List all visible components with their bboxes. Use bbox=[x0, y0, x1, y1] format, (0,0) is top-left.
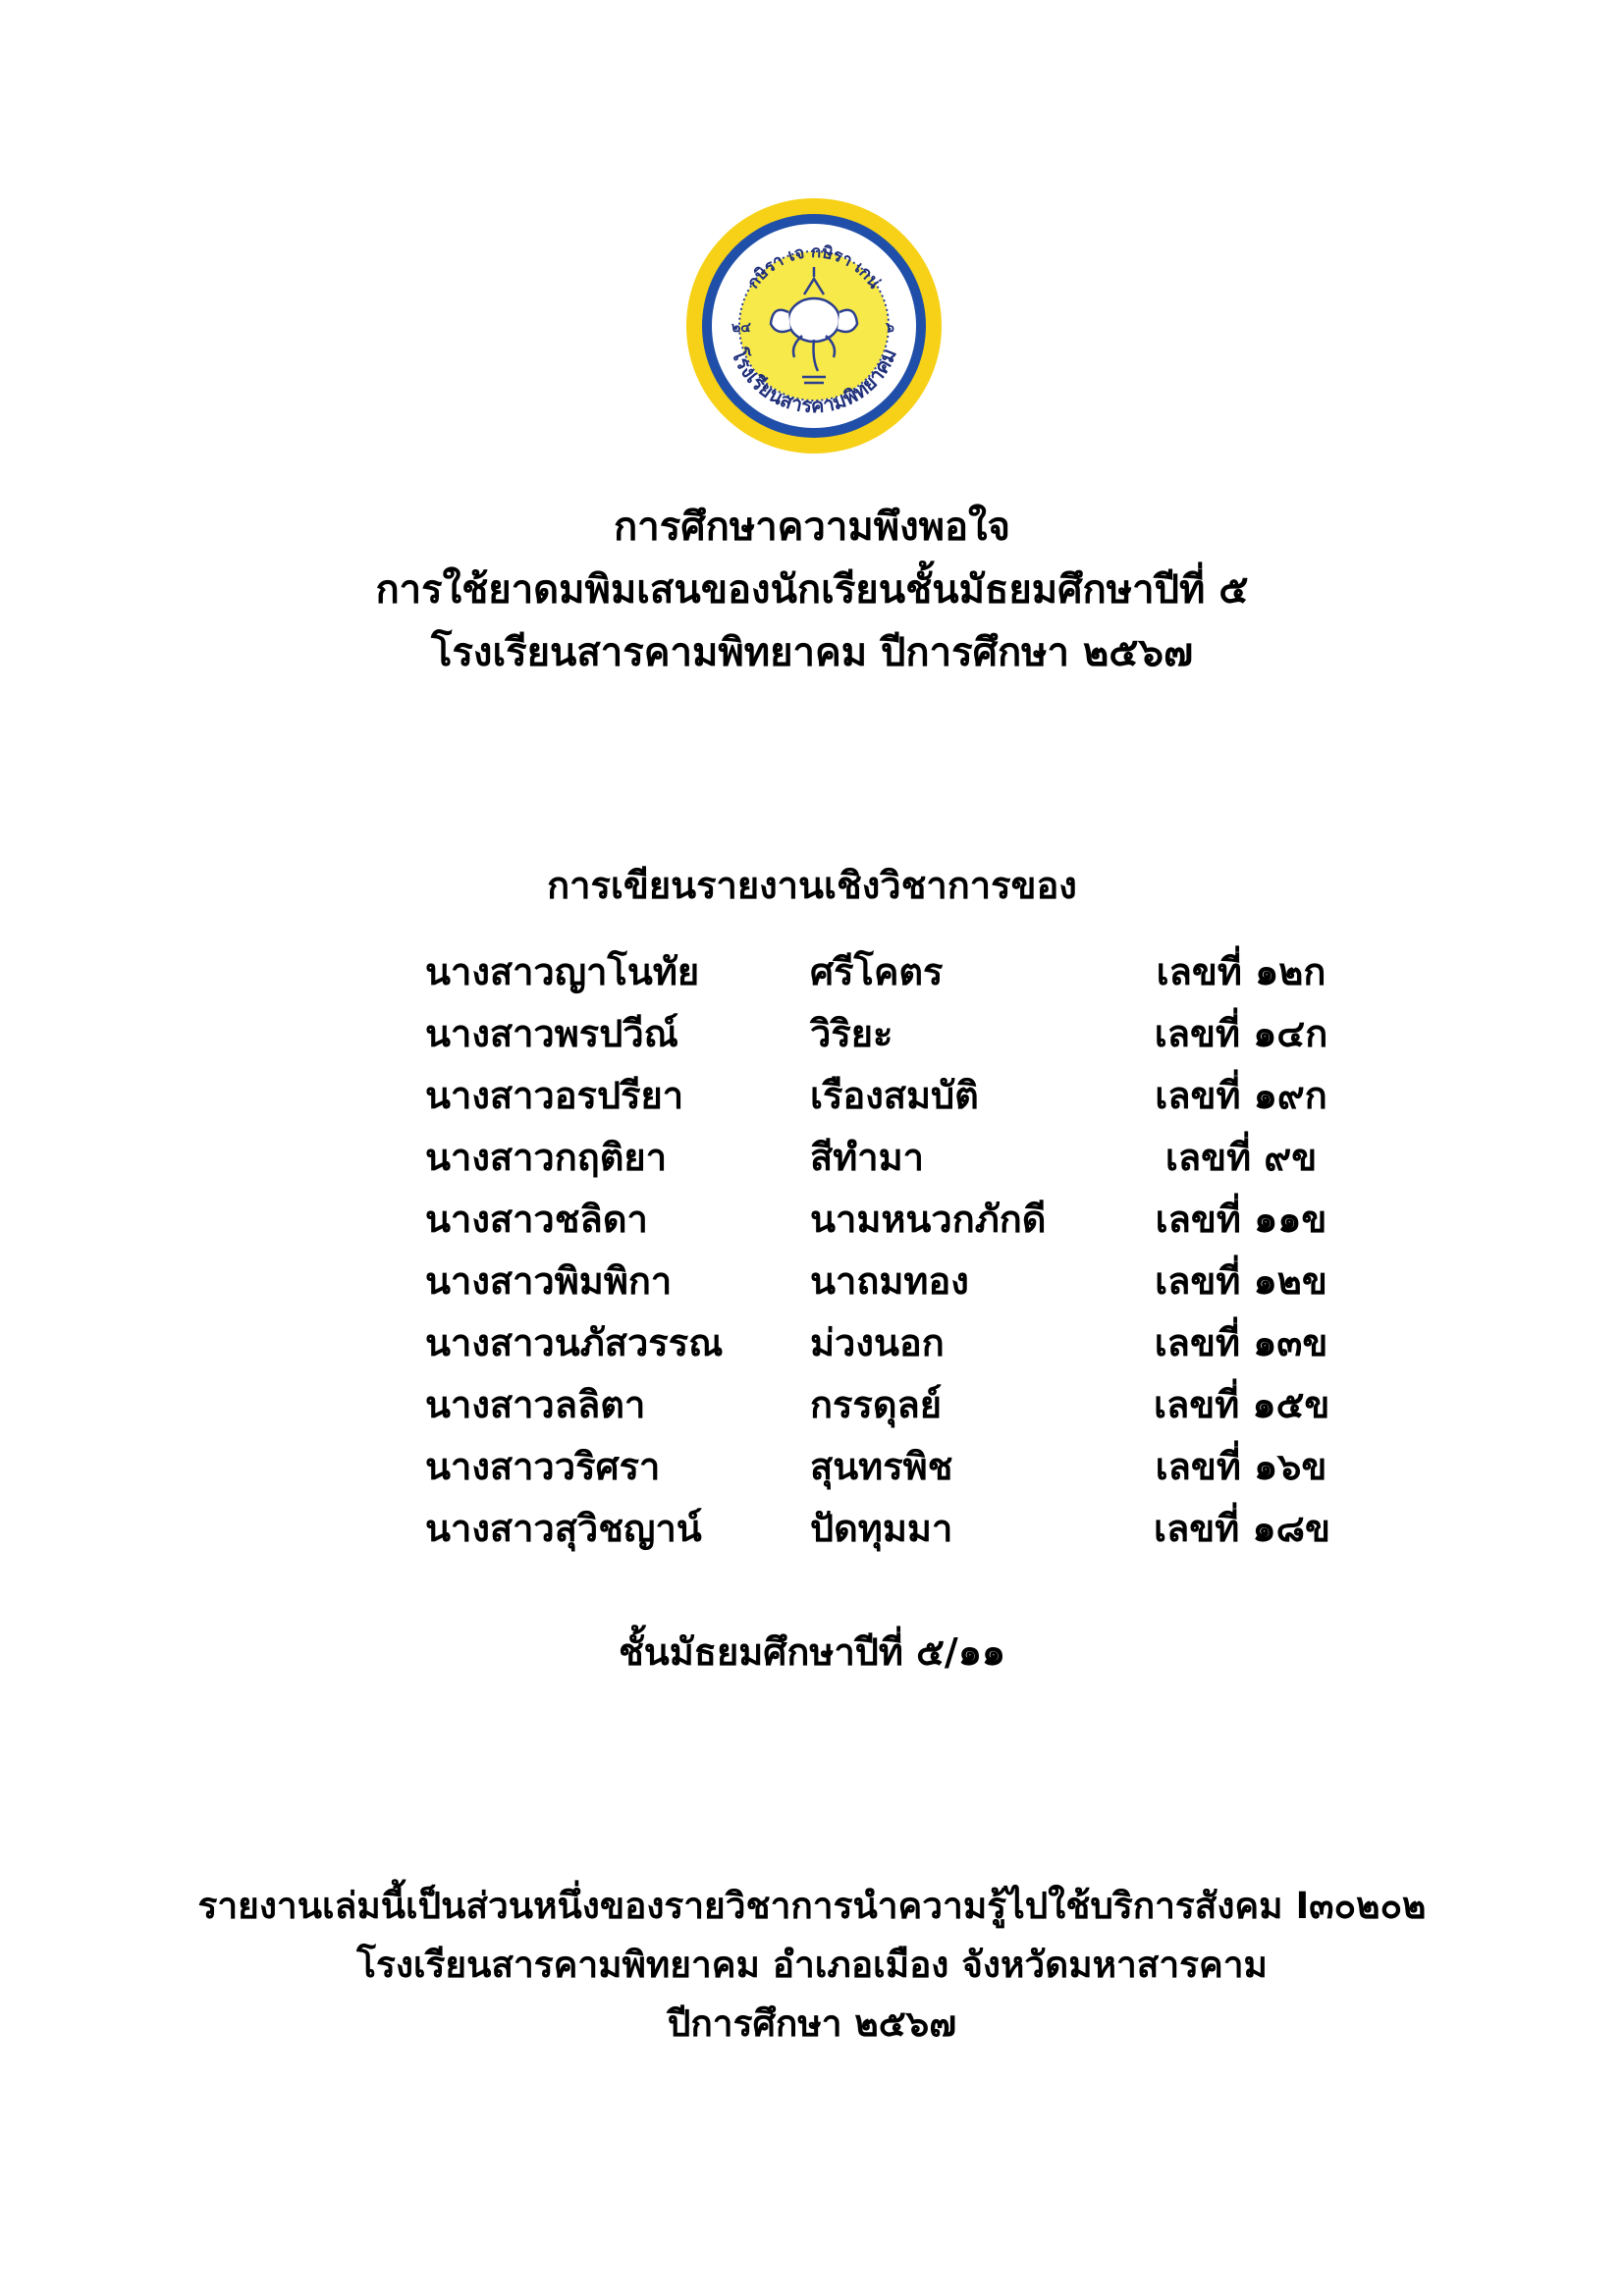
author-list bbox=[0, 947, 1624, 1566]
author-last-name: นาถมทอง bbox=[810, 1259, 969, 1303]
author-row bbox=[0, 947, 1624, 1009]
logo-right-mark: ๖ bbox=[886, 320, 894, 336]
author-number: เลขที่ ๑๑ข bbox=[1155, 1198, 1327, 1241]
report-title bbox=[0, 496, 1624, 684]
author-row bbox=[0, 1504, 1624, 1566]
author-number: เลขที่ ๑๕ข bbox=[1154, 1383, 1330, 1426]
author-row bbox=[0, 1195, 1624, 1256]
title-line-2: การใช้ยาดมพิมเสนของนักเรียนชั้นมัธยมศึกษาปีที่ ๕ bbox=[375, 567, 1249, 613]
author-number: เลขที่ ๙ข bbox=[1164, 1136, 1318, 1179]
title-line-1: การศึกษาความพึงพอใจ bbox=[614, 505, 1010, 550]
logo-left-mark: ๒๔ bbox=[731, 320, 751, 336]
author-last-name: กรรดุลย์ bbox=[810, 1383, 943, 1426]
author-row bbox=[0, 1318, 1624, 1380]
report-footer bbox=[0, 1877, 1624, 2054]
author-first-name: นางสาววริศรา bbox=[425, 1445, 661, 1488]
authors-heading: การเขียนรายงานเชิงวิชาการของ bbox=[547, 864, 1077, 907]
school-logo bbox=[684, 196, 944, 455]
author-last-name: สุนทรพิช bbox=[810, 1445, 953, 1488]
author-number: เลขที่ ๑๒ข bbox=[1155, 1259, 1327, 1303]
author-row bbox=[0, 1380, 1624, 1442]
author-first-name: นางสาวลลิตา bbox=[425, 1383, 646, 1426]
class-level: ชั้นมัธยมศึกษาปีที่ ๕/๑๑ bbox=[618, 1630, 1006, 1674]
author-row bbox=[0, 1442, 1624, 1504]
author-first-name: นางสาวญาโนทัย bbox=[425, 950, 700, 993]
author-first-name: นางสาวกฤติยา bbox=[425, 1136, 668, 1179]
logo-motto: กษิรา เจ กษิรา เกน่ bbox=[743, 241, 885, 293]
author-number: เลขที่ ๑๙ก bbox=[1155, 1074, 1327, 1117]
author-last-name: นามหนวกภักดี bbox=[810, 1198, 1047, 1241]
author-number: เลขที่ ๑๘ข bbox=[1154, 1507, 1330, 1550]
title-line-3: โรงเรียนสารคามพิทยาคม ปีการศึกษา ๒๕๖๗ bbox=[430, 630, 1194, 675]
author-row bbox=[0, 1071, 1624, 1133]
author-number: เลขที่ ๑๔ก bbox=[1154, 1012, 1328, 1055]
footer-line-1: รายงานเล่มนี้เป็นส่วนหนึ่งของรายวิชาการนำความรู้ไปใช้บริการสังคม I๓๐๒๐๒ bbox=[197, 1885, 1427, 1927]
author-number: เลขที่ ๑๓ข bbox=[1154, 1321, 1328, 1364]
author-row bbox=[0, 1256, 1624, 1318]
footer-line-2: โรงเรียนสารคามพิทยาคม อำเภอเมือง จังหวัดมหาสารคาม bbox=[356, 1944, 1268, 1986]
school-seal-icon bbox=[684, 196, 944, 455]
author-last-name: ศรีโคตร bbox=[810, 950, 944, 993]
author-last-name: เรืองสมบัติ bbox=[810, 1074, 979, 1117]
author-row bbox=[0, 1009, 1624, 1071]
author-last-name: ม่วงนอก bbox=[810, 1321, 945, 1364]
author-first-name: นางสาวพรปวีณ์ bbox=[425, 1012, 678, 1055]
author-last-name: ปัดทุมมา bbox=[810, 1507, 953, 1550]
footer-line-3: ปีการศึกษา ๒๕๖๗ bbox=[667, 2002, 957, 2045]
logo-school-name: โรงเรียนสารคามพิทยาคม bbox=[727, 345, 901, 418]
author-number: เลขที่ ๑๒ก bbox=[1156, 950, 1326, 993]
author-number: เลขที่ ๑๖ข bbox=[1155, 1445, 1327, 1488]
author-last-name: วิริยะ bbox=[810, 1012, 893, 1055]
author-last-name: สีทำมา bbox=[810, 1136, 924, 1179]
author-first-name: นางสาวพิมพิกา bbox=[425, 1259, 673, 1303]
author-first-name: นางสาวอรปรียา bbox=[425, 1074, 684, 1117]
author-first-name: นางสาวสุวิชญาน์ bbox=[425, 1507, 702, 1550]
author-first-name: นางสาวนภัสวรรณ bbox=[425, 1321, 724, 1364]
author-first-name: นางสาวชลิดา bbox=[425, 1198, 648, 1241]
author-row bbox=[0, 1133, 1624, 1195]
